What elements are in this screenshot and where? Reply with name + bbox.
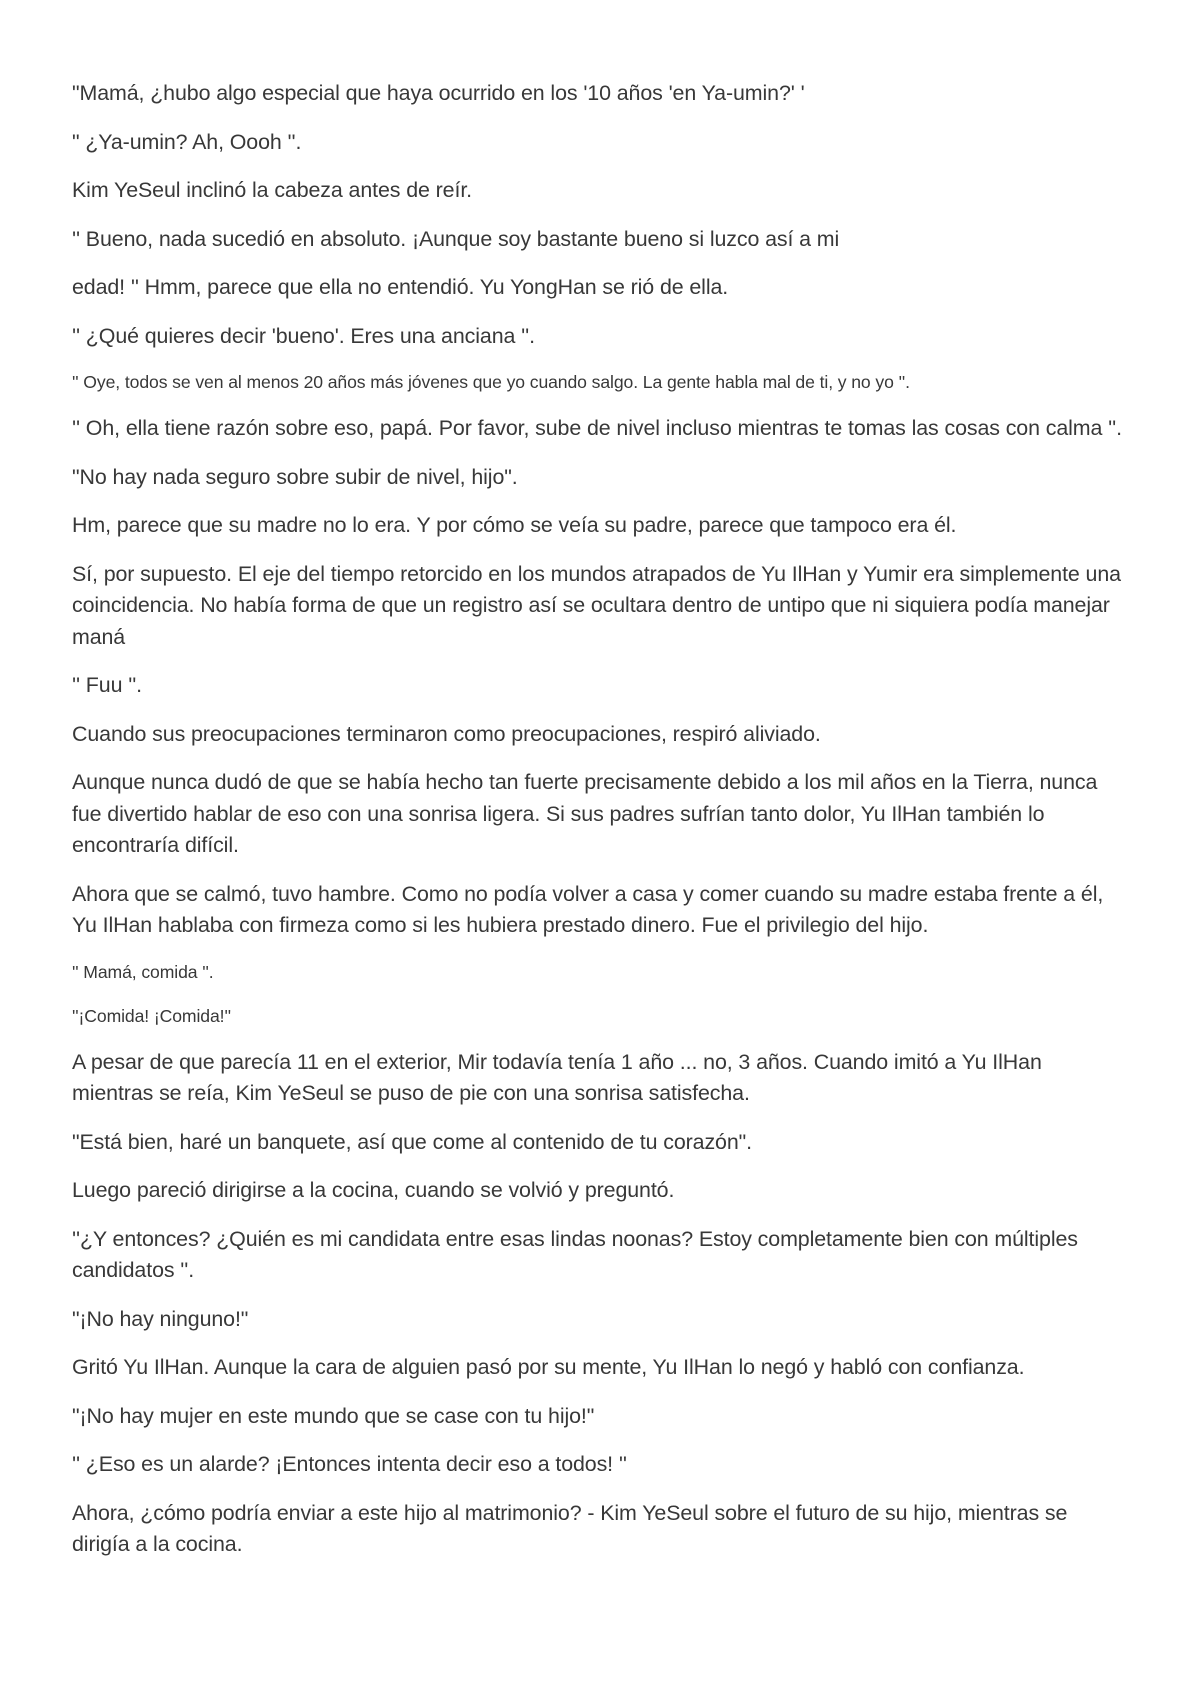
paragraph: '' Oye, todos se ven al menos 20 años más jóvenes que yo cuando salgo. La gente habla mal de ti, y no yo ''. xyxy=(72,372,910,392)
paragraph: Cuando sus preocupaciones terminaron como preocupaciones, respiró aliviado. xyxy=(72,721,821,746)
paragraph: Aunque nunca dudó de que se había hecho tan fuerte precisamente debido a los mil años en la Tierra, nunca fue divertido hablar de eso con una sonrisa ligera. Si sus padres sufrían tanto dolor, Yu IlHan también lo encontraría difícil. xyxy=(72,770,1098,857)
paragraph: ''¡Comida! ¡Comida!'' xyxy=(72,1005,231,1026)
paragraph: " ¿Ya-umin? Ah, Oooh ''. xyxy=(72,129,302,154)
paragraph: "¡No hay mujer en este mundo que se case con tu hijo!" xyxy=(72,1403,595,1428)
paragraph: Ahora que se calmó, tuvo hambre. Como no podía volver a casa y comer cuando su madre estaba frente a él, Yu IlHan hablaba con firmeza como si les hubiera prestado dinero. Fue el privilegio del hijo. xyxy=(72,881,1104,937)
paragraph: Hm, parece que su madre no lo era. Y por cómo se veía su padre, parece que tampoco era él. xyxy=(72,513,957,537)
paragraph: "Está bien, haré un banquete, así que come al contenido de tu corazón". xyxy=(72,1129,752,1154)
paragraph: '' Bueno, nada sucedió en absoluto. ¡Aunque soy bastante bueno si luzco así a mi xyxy=(72,226,840,251)
paragraph: '' Oh, ella tiene razón sobre eso, papá. Por favor, sube de nivel incluso mientras te tomas las cosas con calma ''. xyxy=(72,416,1122,440)
document-page xyxy=(72,78,1122,1578)
paragraph: "Mamá, ¿hubo algo especial que haya ocurrido en los '10 años 'en Ya-umin?' ' xyxy=(72,81,805,105)
paragraph: '' Fuu ''. xyxy=(72,673,143,697)
paragraph: "No hay nada seguro sobre subir de nivel, hijo". xyxy=(72,464,518,489)
paragraph: Ahora, ¿cómo podría enviar a este hijo al matrimonio? - Kim YeSeul sobre el futuro de su hijo, mientras se dirigía a la cocina. xyxy=(72,1500,1068,1556)
paragraph: ''¿Y entonces? ¿Quién es mi candidata entre esas lindas noonas? Estoy completamente bien con múltiples candidatos ''. xyxy=(72,1226,1078,1282)
paragraph: "¡No hay ninguno!" xyxy=(72,1306,249,1331)
paragraph: '' ¿Eso es un alarde? ¡Entonces intenta decir eso a todos! '' xyxy=(72,1452,627,1476)
paragraph: Luego pareció dirigirse a la cocina, cuando se volvió y preguntó. xyxy=(72,1178,675,1202)
paragraph: Gritó Yu IlHan. Aunque la cara de alguien pasó por su mente, Yu IlHan lo negó y habló con confianza. xyxy=(72,1355,1025,1379)
paragraph: '' Mamá, comida ''. xyxy=(72,961,214,982)
paragraph: '' ¿Qué quieres decir 'bueno'. Eres una anciana ''. xyxy=(72,323,535,348)
paragraph: A pesar de que parecía 11 en el exterior, Mir todavía tenía 1 año ... no, 3 años. Cuando imitó a Yu IlHan mientras se reía, Kim YeSeul se puso de pie con una sonrisa satisfecha. xyxy=(72,1049,1042,1105)
paragraph: Sí, por supuesto. El eje del tiempo retorcido en los mundos atrapados de Yu IlHan y Yumir era simplemente una coincidencia. No había forma de que un registro así se ocultara dentro de untipo que ni siquiera podía manejar maná xyxy=(72,561,1121,649)
paragraph: edad! '' Hmm, parece que ella no entendió. Yu YongHan se rió de ella. xyxy=(72,275,729,299)
paragraph: Kim YeSeul inclinó la cabeza antes de reír. xyxy=(72,178,473,202)
